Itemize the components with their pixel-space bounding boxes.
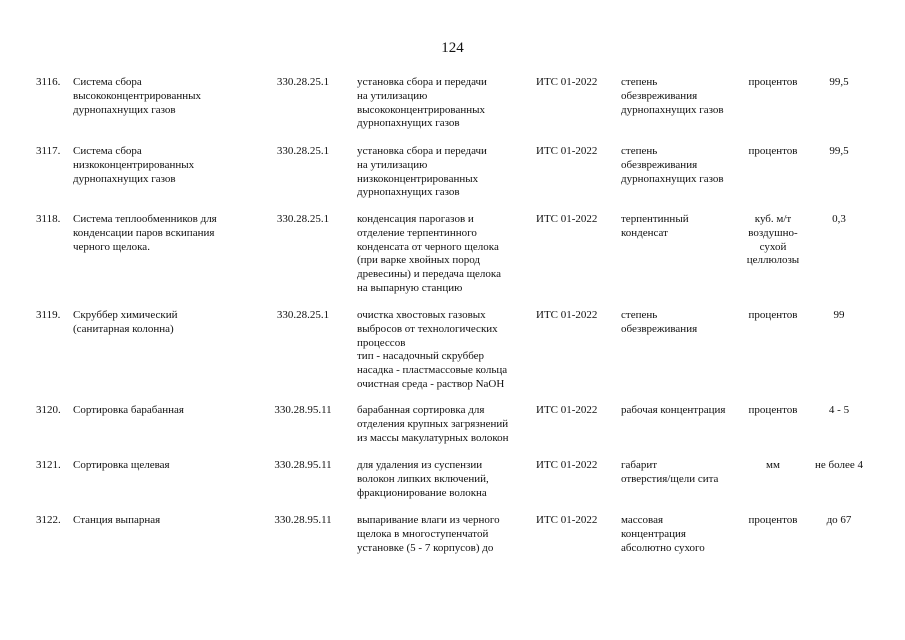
unit: мм <box>766 459 780 471</box>
parameter: степень обезвреживания дурнопахнущих газов <box>621 145 724 185</box>
equipment-name: Сортировка барабанная <box>73 404 184 416</box>
its-reference: ИТС 01-2022 <box>536 76 598 88</box>
parameter: терпентинный конденсат <box>621 213 689 239</box>
description: установка сбора и передачи на утилизацию высококонцентрированных дурнопахнущих газов <box>357 76 487 130</box>
row-number: 3118. <box>36 213 61 225</box>
description: выпаривание влаги из черного щелока в многоступенчатой установке (5 - 7 корпусов) до <box>357 514 500 554</box>
equipment-name: Станция выпарная <box>73 514 161 526</box>
description: установка сбора и передачи на утилизацию низкоконцентрированных дурнопахнущих газов <box>357 145 487 199</box>
equipment-name: Скруббер химический (санитарная колонна) <box>73 309 178 335</box>
its-reference: ИТС 01-2022 <box>536 404 598 416</box>
value: 4 - 5 <box>828 404 850 416</box>
parameter: степень обезвреживания <box>621 309 698 335</box>
description: барабанная сортировка для отделения крупных загрязнений из массы макулатурных волокон <box>357 404 509 444</box>
description: очистка хвостовых газовых выбросов от технологических процессов тип - насадочный скруббер насадка - пластмассовые кольца очистная среда - раствор NaOH <box>357 309 508 390</box>
row-number: 3120. <box>36 404 61 416</box>
its-reference: ИТС 01-2022 <box>536 213 598 225</box>
row-number: 3116. <box>36 76 61 88</box>
okpd-code: 330.28.95.11 <box>274 459 332 471</box>
row-number: 3119. <box>36 309 61 321</box>
okpd-code: 330.28.95.11 <box>274 514 332 526</box>
its-reference: ИТС 01-2022 <box>536 309 598 321</box>
unit: куб. м/т воздушно- сухой целлюлозы <box>746 213 800 267</box>
value: не более 4 <box>815 459 863 471</box>
value: 0,3 <box>832 213 846 225</box>
okpd-code: 330.28.25.1 <box>276 76 330 88</box>
unit: процентов <box>748 514 798 526</box>
equipment-name: Система сбора низкоконцентрированных дурнопахнущих газов <box>73 145 195 185</box>
row-number: 3122. <box>36 514 61 526</box>
value: 99,5 <box>829 145 849 157</box>
its-reference: ИТС 01-2022 <box>536 145 598 157</box>
row-number: 3121. <box>36 459 61 471</box>
unit: процентов <box>748 404 798 416</box>
parameter: степень обезвреживания дурнопахнущих газов <box>621 76 724 116</box>
description: конденсация парогазов и отделение терпентинного конденсата от черного щелока (при варке хвойных пород древесины) и передача щелока на выпарную станцию <box>357 213 501 294</box>
equipment-name: Система сбора высококонцентрированных дурнопахнущих газов <box>73 76 202 116</box>
parameter: рабочая концентрация <box>621 404 726 416</box>
okpd-code: 330.28.25.1 <box>276 213 330 225</box>
unit: процентов <box>748 145 798 157</box>
okpd-code: 330.28.25.1 <box>276 145 330 157</box>
description: для удаления из суспензии волокон липких включений, фракционирование волокна <box>357 459 489 499</box>
equipment-name: Сортировка щелевая <box>73 459 170 471</box>
equipment-name: Система теплообменников для конденсации паров вскипания черного щелока. <box>73 213 217 253</box>
its-reference: ИТС 01-2022 <box>536 459 598 471</box>
unit: процентов <box>748 76 798 88</box>
value: до 67 <box>826 514 852 526</box>
okpd-code: 330.28.95.11 <box>274 404 332 416</box>
row-number: 3117. <box>36 145 61 157</box>
parameter: габарит отверстия/щели сита <box>621 459 719 485</box>
value: 99 <box>833 309 845 321</box>
value: 99,5 <box>829 76 849 88</box>
okpd-code: 330.28.25.1 <box>276 309 330 321</box>
unit: процентов <box>748 309 798 321</box>
page-number: 124 <box>441 40 464 56</box>
parameter: массовая концентрация абсолютно сухого <box>621 514 705 554</box>
its-reference: ИТС 01-2022 <box>536 514 598 526</box>
